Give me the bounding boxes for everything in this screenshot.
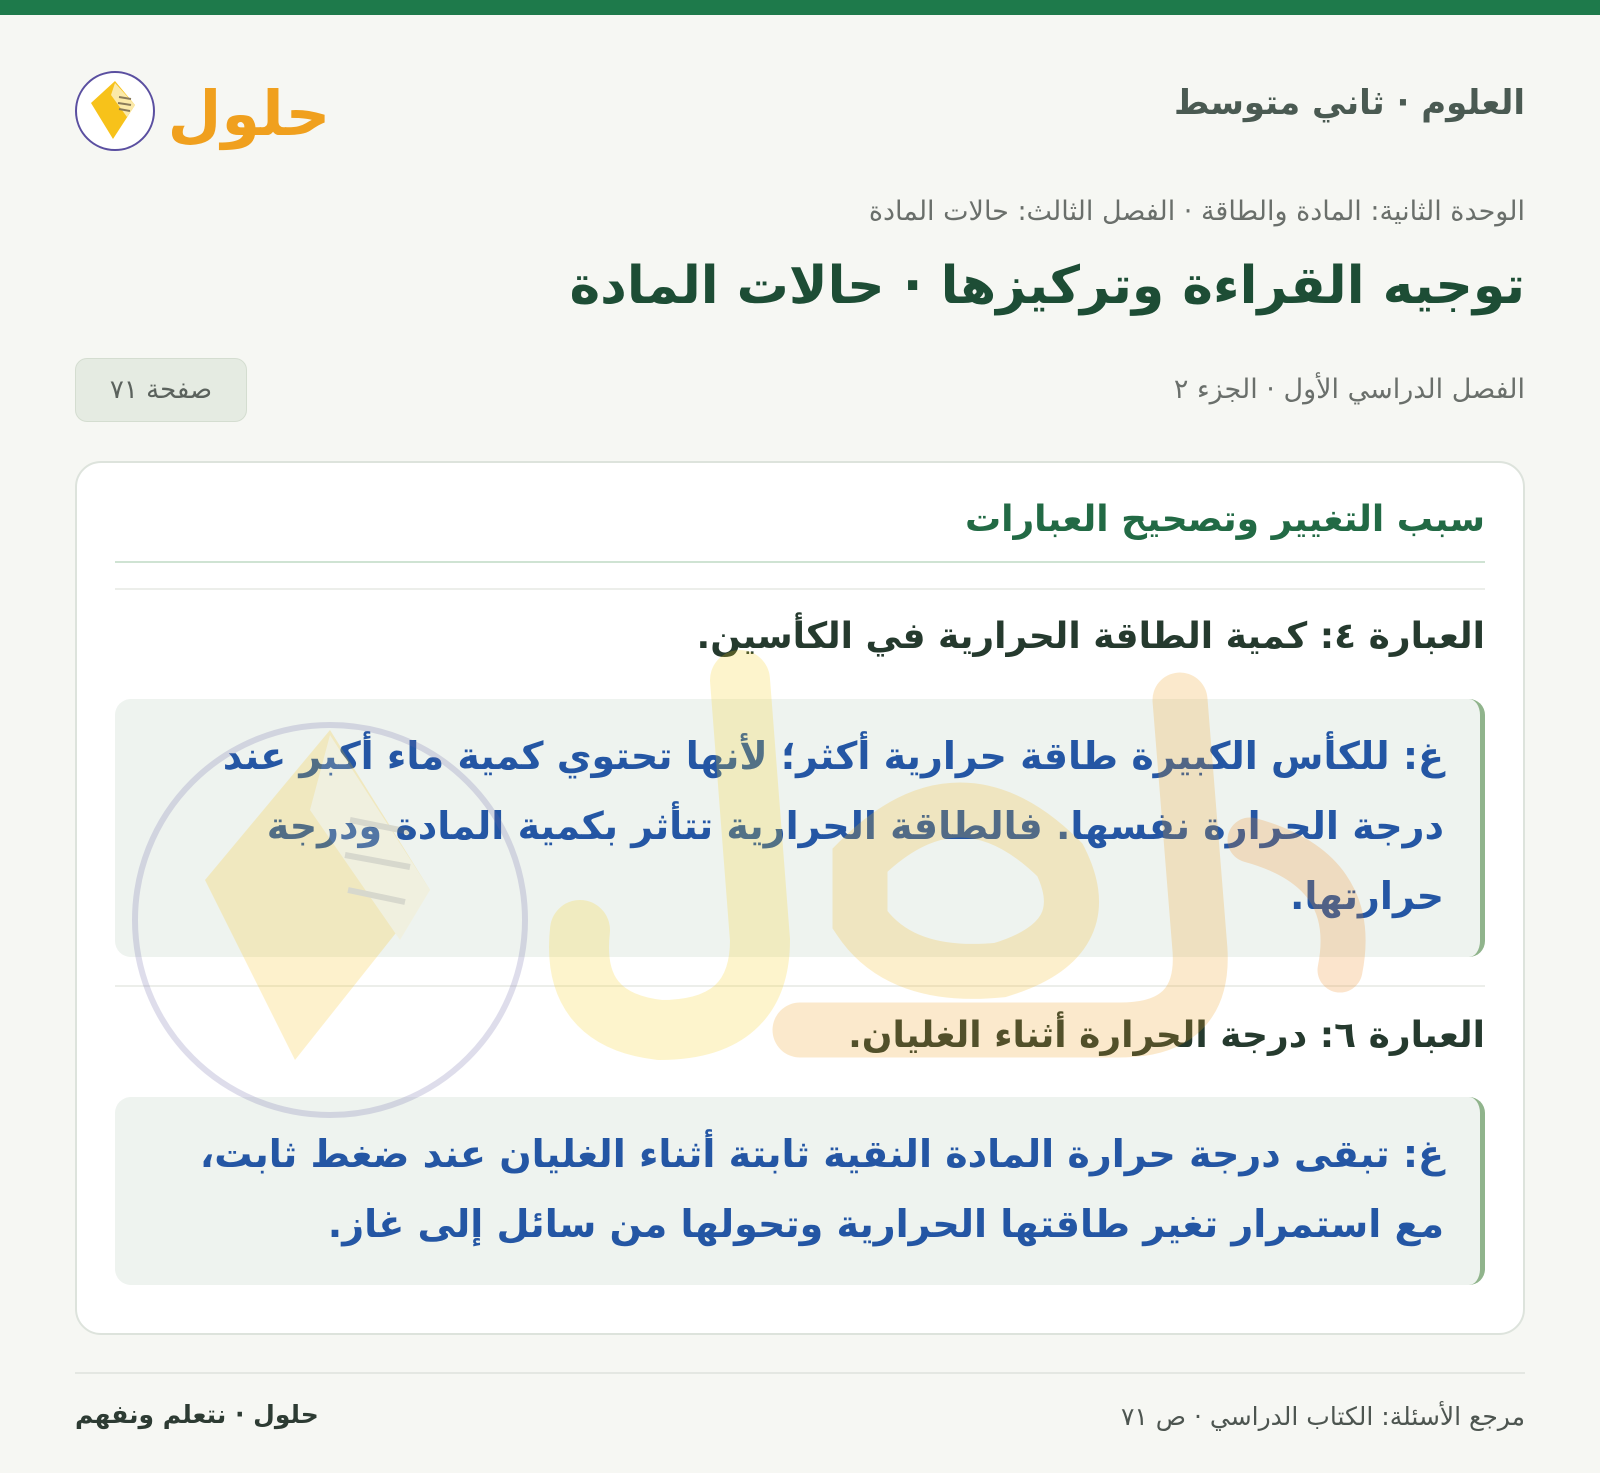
divider [115, 588, 1485, 590]
answer-4: غ: للكأس الكبيرة طاقة حرارية أكثر؛ لأنها تحتوي كمية ماء أكبر عند درجة الحرارة نفسها. فالطاقة الحرارية تتأثر بكمية المادة ودرجة حرارتها. [115, 699, 1485, 957]
title-underline [115, 561, 1485, 563]
footer-divider [75, 1372, 1525, 1374]
header [75, 55, 1525, 165]
breadcrumb: الوحدة الثانية: المادة والطاقة · الفصل الثالث: حالات المادة [868, 196, 1525, 227]
section-title: سبب التغيير وتصحيح العبارات [964, 499, 1485, 540]
page-number-badge: صفحة ٧١ [75, 358, 247, 422]
subject-title: العلوم · ثاني متوسط [1174, 83, 1525, 123]
top-accent-bar [0, 0, 1600, 15]
divider [115, 985, 1485, 987]
statement-4: العبارة ٤: كمية الطاقة الحرارية في الكأسين. [696, 616, 1485, 657]
answer-6: غ: تبقى درجة حرارة المادة النقية ثابتة أثناء الغليان عند ضغط ثابت، مع استمرار تغير طاقتها الحرارية وتحولها من سائل إلى غاز. [115, 1097, 1485, 1285]
page-title: توجيه القراءة وتركيزها · حالات المادة [569, 256, 1525, 316]
footer-brand[interactable]: حلول · نتعلم ونفهم [75, 1400, 319, 1429]
answers-card [75, 461, 1525, 1335]
svg-text:حلول: حلول [167, 77, 331, 150]
statement-6: العبارة ٦: درجة الحرارة أثناء الغليان. [848, 1015, 1485, 1056]
footer-source: مرجع الأسئلة: الكتاب الدراسي · ص ٧١ [1120, 1402, 1525, 1431]
term-info: الفصل الدراسي الأول · الجزء ٢ [1173, 374, 1525, 405]
hulool-logo[interactable] [75, 55, 335, 160]
